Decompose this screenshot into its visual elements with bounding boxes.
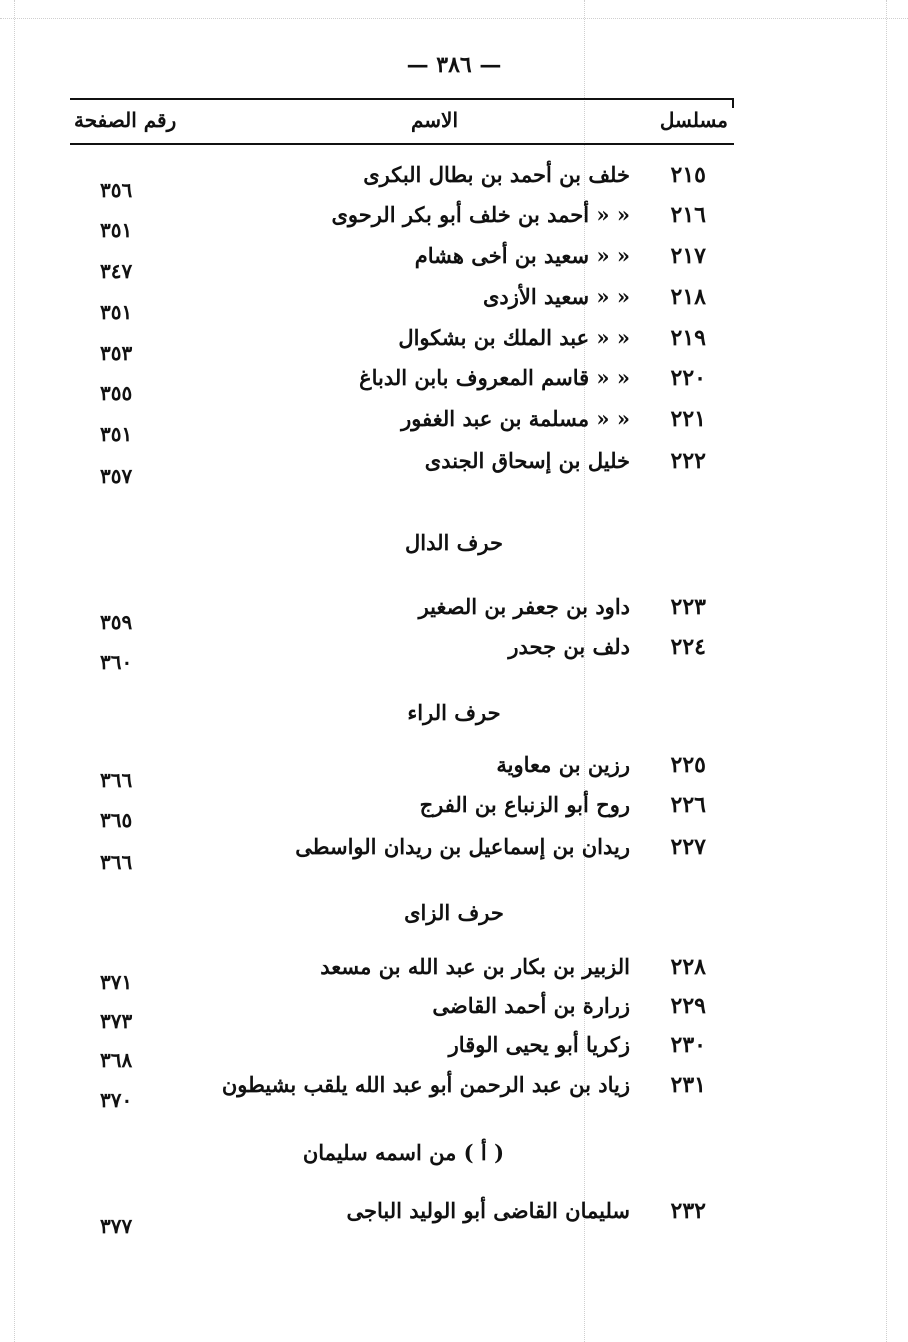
entry-serial: ٢٢٥: [670, 752, 706, 778]
entry-name: « « عبد الملك بن بشكوال: [398, 325, 630, 350]
entry-name: « « مسلمة بن عبد الغفور: [401, 406, 630, 431]
entry-page: ٣٥٩: [100, 610, 133, 634]
entry-name: « « أحمد بن خلف أبو بكر الرحوى: [331, 202, 630, 227]
entry-serial: ٢١٨: [670, 284, 706, 310]
entry-serial: ٢٢٠: [670, 365, 706, 391]
entry-name: داود بن جعفر بن الصغير: [418, 594, 630, 619]
section-heading-ra: حرف الراء: [407, 700, 501, 725]
index-entry: [0, 1198, 908, 1238]
entry-name: خليل بن إسحاق الجندى: [424, 448, 630, 473]
entry-serial: ٢١٧: [670, 243, 706, 269]
index-entry: [0, 1072, 908, 1112]
entry-name: خلف بن أحمد بن بطال البكرى: [363, 162, 630, 187]
index-entry: [0, 365, 908, 405]
entry-name: رزين بن معاوية: [496, 752, 630, 777]
entry-name: الزبير بن بكار بن عبد الله بن مسعد: [320, 954, 630, 979]
index-entry: [0, 202, 908, 242]
entry-page: ٣٦٦: [100, 768, 133, 792]
entry-page: ٣٦٨: [100, 1048, 133, 1072]
entry-serial: ٢٢٣: [670, 594, 706, 620]
entry-serial: ٢٢٢: [670, 448, 706, 474]
header-rule-tick: [732, 98, 734, 108]
scan-border-line: [0, 18, 908, 19]
section-heading-zay: حرف الزاى: [404, 900, 504, 925]
entry-page: ٣٧١: [100, 970, 133, 994]
entry-page: ٣٦٦: [100, 850, 133, 874]
entry-page: ٣٥٧: [100, 464, 133, 488]
column-header-name: الاسم: [410, 108, 458, 132]
entry-serial: ٢٢٩: [670, 993, 706, 1019]
subsection-note: ( أ ) من اسمه سليمان: [302, 1140, 504, 1165]
index-entry: [0, 448, 908, 488]
entry-serial: ٢٣١: [670, 1072, 706, 1098]
column-header-page: رقم الصفحة: [74, 108, 177, 132]
index-entry: [0, 752, 908, 792]
index-entry: [0, 792, 908, 832]
index-entry: [0, 406, 908, 446]
index-entry: [0, 162, 908, 202]
entry-serial: ٢١٦: [670, 202, 706, 228]
index-entry: [0, 243, 908, 283]
index-entry: [0, 325, 908, 365]
index-entry: [0, 594, 908, 634]
entry-serial: ٢١٥: [670, 162, 706, 188]
entry-serial: ٢٣٢: [670, 1198, 706, 1224]
entry-page: ٣٦٠: [100, 650, 133, 674]
entry-name: ريدان بن إسماعيل بن ريدان الواسطى: [295, 834, 630, 859]
entry-page: ٣٧٠: [100, 1088, 133, 1112]
entry-page: ٣٥١: [100, 300, 133, 324]
entry-serial: ٢١٩: [670, 325, 706, 351]
index-entry: [0, 1032, 908, 1072]
entry-serial: ٢٢١: [670, 406, 706, 432]
entry-name: « « سعيد الأزدى: [482, 284, 630, 309]
entry-serial: ٢٢٨: [670, 954, 706, 980]
header-rule-bottom: [70, 143, 734, 145]
section-heading-dal: حرف الدال: [405, 530, 503, 555]
index-entry: [0, 634, 908, 674]
entry-name: زياد بن عبد الرحمن أبو عبد الله يلقب بشيطون: [221, 1072, 630, 1097]
entry-page: ٣٥٦: [100, 178, 133, 202]
index-entry: [0, 993, 908, 1033]
entry-page: ٣٦٥: [100, 808, 133, 832]
entry-name: دلف بن جحدر: [508, 634, 630, 659]
entry-name: سليمان القاضى أبو الوليد الباجى: [346, 1198, 630, 1223]
index-entry: [0, 954, 908, 994]
page-number: — ٣٨٦ —: [406, 52, 502, 78]
entry-page: ٣٥١: [100, 422, 133, 446]
entry-name: « « قاسم المعروف بابن الدباغ: [359, 365, 630, 390]
entry-page: ٣٧٣: [100, 1009, 133, 1033]
entry-serial: ٢٣٠: [670, 1032, 706, 1058]
entry-name: زكريا أبو يحيى الوقار: [448, 1032, 630, 1057]
entry-name: زرارة بن أحمد القاضى: [432, 993, 630, 1018]
entry-page: ٣٧٧: [100, 1214, 133, 1238]
entry-serial: ٢٢٤: [670, 634, 706, 660]
entry-serial: ٢٢٧: [670, 834, 706, 860]
column-header-serial: مسلسل: [659, 108, 728, 132]
entry-page: ٣٥١: [100, 218, 133, 242]
entry-name: « « سعيد بن أخى هشام: [414, 243, 630, 268]
entry-name: روح أبو الزنباع بن الفرج: [419, 792, 630, 817]
entry-page: ٣٥٥: [100, 381, 133, 405]
entry-serial: ٢٢٦: [670, 792, 706, 818]
header-rule-top: [70, 98, 734, 100]
entry-page: ٣٤٧: [100, 259, 133, 283]
index-entry: [0, 834, 908, 874]
index-entry: [0, 284, 908, 324]
entry-page: ٣٥٣: [100, 341, 133, 365]
